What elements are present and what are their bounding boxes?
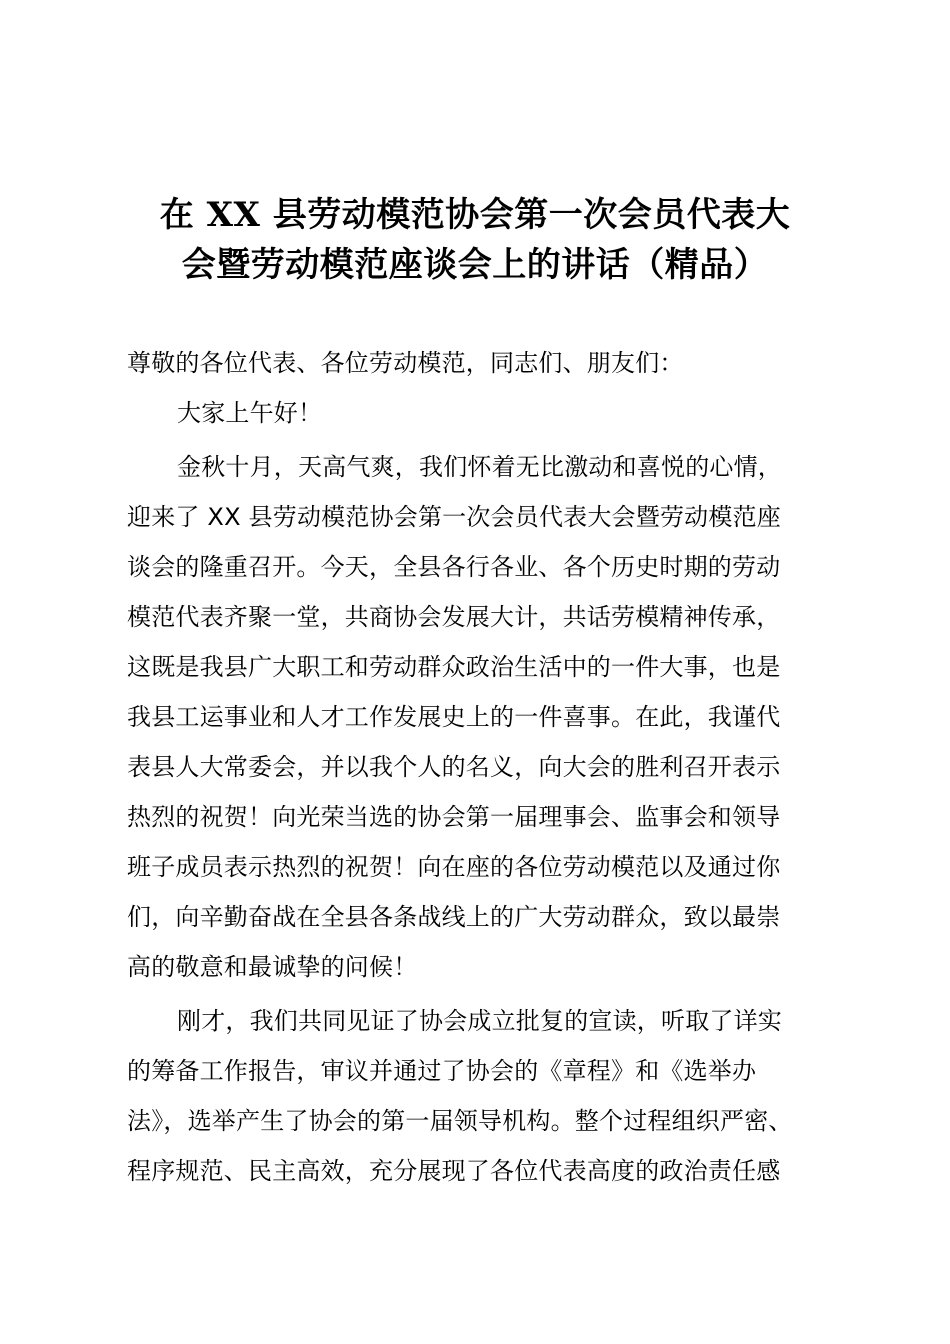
paragraph-line: 这既是我县广大职工和劳动群众政治生活中的一件大事，也是 (127, 653, 781, 681)
paragraph-line: 表县人大常委会，并以我个人的名义，向大会的胜利召开表示 (127, 753, 781, 781)
paragraph-line: 热烈的祝贺！向光荣当选的协会第一届理事会、监事会和领导 (127, 803, 781, 831)
paragraph-line: 的筹备工作报告，审议并通过了协会的《章程》和《选举办 (127, 1057, 757, 1085)
paragraph-line: 程序规范、民主高效，充分展现了各位代表高度的政治责任感 (127, 1157, 781, 1185)
paragraph-line: 们，向辛勤奋战在全县各条战线上的广大劳动群众，致以最崇 (127, 903, 781, 931)
paragraph-line: 法》，选举产生了协会的第一届领导机构。整个过程组织严密、 (127, 1107, 793, 1135)
paragraph-line: 谈会的隆重召开。今天，全县各行各业、各个历史时期的劳动 (127, 553, 781, 581)
paragraph-2 (127, 996, 837, 1196)
title-line: 会暨劳动模范座谈会上的讲话（精品） (181, 245, 769, 285)
salutation: 尊敬的各位代表、各位劳动模范，同志们、朋友们： (127, 349, 684, 377)
paragraph-line: 金秋十月，天高气爽，我们怀着无比激动和喜悦的心情， (177, 453, 782, 481)
document-title (110, 190, 840, 290)
greeting: 大家上午好！ (177, 399, 323, 427)
paragraph-line: 模范代表齐聚一堂，共商协会发展大计，共话劳模精神传承， (127, 603, 781, 631)
paragraph-line: 高的敬意和最诚挚的问候！ (127, 953, 418, 981)
paragraph-line: 我县工运事业和人才工作发展史上的一件喜事。在此，我谨代 (127, 703, 781, 731)
paragraph-line: 班子成员表示热烈的祝贺！向在座的各位劳动模范以及通过你 (127, 853, 781, 881)
document-body (127, 338, 837, 1196)
paragraph-line: 刚才，我们共同见证了协会成立批复的宣读，听取了详实 (177, 1007, 782, 1035)
title-line: 在 XX 县劳动模范协会第一次会员代表大 (159, 195, 791, 235)
paragraph-line: 迎来了 XX 县劳动模范协会第一次会员代表大会暨劳动模范座 (127, 503, 781, 531)
paragraph-1 (127, 442, 837, 992)
